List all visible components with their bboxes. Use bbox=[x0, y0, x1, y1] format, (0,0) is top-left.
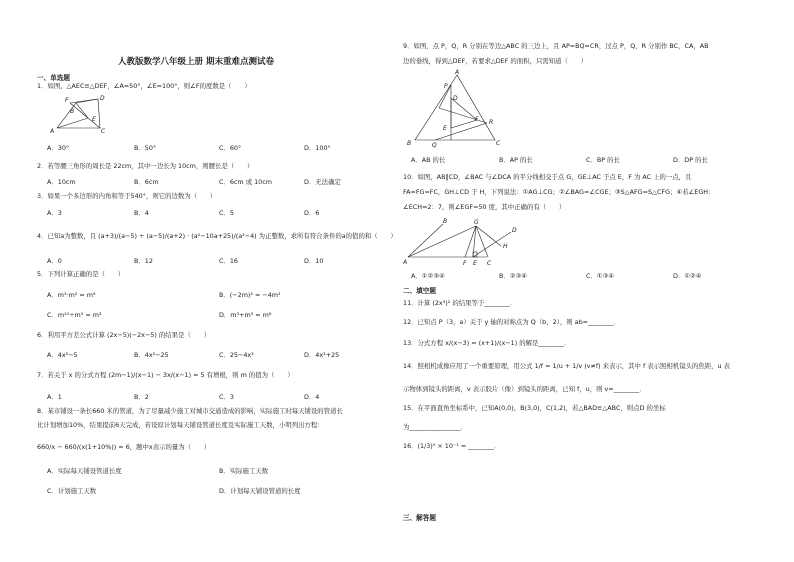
q1-label-D: D bbox=[100, 95, 105, 102]
question-8-line-1: 8．某市铺设一条长660 米的管道，为了尽量减少施工对城市交通造成的影响，实际施工时每天铺设的管道长 bbox=[37, 407, 343, 415]
question-9-line-2: 边的垂线，得到△DEF，若要求△DEF 的面积，只需知道（ ） bbox=[403, 57, 588, 65]
q5-option-b[interactable]: B．(−2m)² = −4m² bbox=[219, 291, 281, 299]
question-15-line-2[interactable]: 为________________． bbox=[403, 423, 467, 431]
q4-option-a[interactable]: A．0 bbox=[47, 257, 62, 265]
q9-label-Q: Q bbox=[432, 142, 437, 148]
question-9-line-1: 9．如图，点 P，Q，R 分别在等边△ABC 的三边上，且 AP=BQ=CR，过点 P，Q，R 分别作 BC，CA，AB bbox=[403, 42, 709, 50]
question-6-stem: 6．利用平方差公式计算 (2x−5)(−2x−5) 的结果是（ ） bbox=[37, 331, 211, 339]
q10-label-A: A bbox=[403, 259, 408, 266]
q8-option-a[interactable]: A．实际每天铺设管道长度 bbox=[47, 467, 122, 475]
q2-option-c[interactable]: C．6cm 或 10cm bbox=[219, 178, 272, 186]
q4-option-d[interactable]: D．10 bbox=[304, 257, 324, 265]
q8-option-b[interactable]: B．实际施工天数 bbox=[219, 467, 269, 475]
q10-option-b[interactable]: B．②③④ bbox=[499, 272, 527, 280]
q2-option-d[interactable]: D．无法确定 bbox=[304, 178, 341, 186]
q9-label-B: B bbox=[407, 140, 412, 147]
q2-option-a[interactable]: A．10cm bbox=[47, 178, 76, 186]
question-8-equation: 660/x − 660/(x(1+10%)) = 6，题中x表示的量为（ ） bbox=[37, 443, 211, 451]
question-11[interactable]: 11．计算 (2x³)² 的结果等于________． bbox=[403, 299, 517, 307]
q10-label-C: C bbox=[487, 260, 492, 266]
q6-option-b[interactable]: B．4x²−25 bbox=[134, 351, 169, 359]
q5-option-d[interactable]: D．m³+m³ = m⁶ bbox=[219, 311, 272, 319]
q8-option-d[interactable]: D．计划每天铺设管道的长度 bbox=[219, 487, 301, 495]
q1-option-c[interactable]: C．60° bbox=[219, 144, 242, 152]
question-1-figure bbox=[50, 94, 110, 134]
q1-option-a[interactable]: A．30° bbox=[47, 144, 70, 152]
q3-option-a[interactable]: A．3 bbox=[47, 209, 62, 217]
question-10-line-1: 10．如图，AB∥CD，∠BAC 与∠DCA 的平分线相交于点 G，GE⊥AC 于点 E，F 为 AC 上的一点，且 bbox=[403, 173, 692, 181]
q7-option-c[interactable]: C．3 bbox=[219, 393, 234, 401]
q6-option-d[interactable]: D．4x²+25 bbox=[304, 351, 340, 359]
q1-label-B: B bbox=[70, 108, 75, 115]
q9-option-a[interactable]: A．AB 的长 bbox=[411, 156, 446, 164]
question-16[interactable]: 16．(1/3)⁰ × 10⁻¹ = ________． bbox=[403, 442, 501, 450]
question-2-stem: 2．若等腰三角形的周长是 22cm，其中一边长为 10cm，则腰长是（ ） bbox=[37, 162, 254, 170]
q9-label-A: A bbox=[455, 69, 460, 76]
q7-option-b[interactable]: B．2 bbox=[134, 393, 149, 401]
q10-label-E: E bbox=[473, 260, 477, 266]
q4-option-c[interactable]: C．16 bbox=[219, 257, 238, 265]
q6-option-c[interactable]: C．25−4x² bbox=[219, 351, 254, 359]
question-13[interactable]: 13．分式方程 x/(x−3) = (x+1)/(x−1) 的解是________． bbox=[403, 339, 571, 347]
q2-option-b[interactable]: B．6cm bbox=[134, 178, 159, 186]
question-8-line-2: 比计划增加10%，结果提前6天完成，若设原计划每天铺设管道长度及实际施工天数，小明列出方程： bbox=[37, 421, 324, 429]
q1-label-F: F bbox=[65, 97, 69, 104]
q10-label-F: F bbox=[463, 260, 467, 266]
question-10-line-3: ∠ECH=2：7，则∠EGF=50 度，其中正确的有（ ） bbox=[403, 203, 566, 211]
question-1-stem: 1．如图，△AEC≌△DEF，∠A=50°，∠E=100°，则∠F的度数是（ ） bbox=[37, 82, 251, 90]
q3-option-c[interactable]: C．5 bbox=[219, 209, 234, 217]
question-15-line-1: 15．在平面直角坐标系中，已知A(0,0)，B(3,0)，C(1,2)，若△BAD≌△ABC，则点D 的坐标 bbox=[403, 404, 666, 412]
q10-option-d[interactable]: D．①②④ bbox=[673, 272, 702, 280]
q10-option-c[interactable]: C．①③④ bbox=[586, 272, 615, 280]
q10-label-B: B bbox=[443, 218, 448, 225]
section-heading-solutions: 三、解答题 bbox=[403, 514, 436, 522]
q1-label-C: C bbox=[101, 128, 106, 134]
q10-label-G: G bbox=[474, 219, 479, 226]
q6-option-a[interactable]: A．4x²−5 bbox=[47, 351, 78, 359]
q9-option-c[interactable]: C．BP 的长 bbox=[586, 156, 620, 164]
q9-label-E: E bbox=[443, 125, 447, 132]
question-5-stem: 5．下列计算正确的是（ ） bbox=[37, 270, 125, 278]
q9-label-F: F bbox=[475, 116, 479, 123]
q9-option-b[interactable]: B．AP 的长 bbox=[499, 156, 533, 164]
q9-label-P: P bbox=[444, 83, 448, 90]
q10-label-D: D bbox=[512, 227, 517, 234]
q1-option-d[interactable]: D．100° bbox=[304, 144, 331, 152]
q1-label-A: A bbox=[50, 128, 55, 134]
question-9-figure bbox=[405, 68, 505, 148]
question-14-line-2[interactable]: 示物体到镜头的距离，v 表示胶片（像）到镜头的距离，已知 f，u，则 v=________． bbox=[403, 385, 646, 393]
section-heading-single-choice: 一、单选题 bbox=[37, 74, 70, 82]
q9-label-C: C bbox=[496, 140, 501, 147]
q3-option-b[interactable]: B．4 bbox=[134, 209, 149, 217]
question-4-stem: 4．已知a为整数，且 (a+3)/(a−5) ÷ (a−5)/(a+2) · (a²−10a+25)/(a²−4) 为正整数，求所有符合条件的a的值的和（ ） bbox=[37, 232, 397, 240]
q3-option-d[interactable]: D．6 bbox=[304, 209, 320, 217]
q9-label-D: D bbox=[453, 95, 458, 102]
q1-label-E: E bbox=[92, 116, 96, 123]
question-10-line-2: FA=FG=FC，GH⊥CD 于 H，下列说法：①AG⊥CG；②∠BAG=∠CGE；③S△AFG=S△CFG；④若∠EGH： bbox=[403, 188, 715, 196]
question-3-stem: 3．如果一个多边形的内角和等于540°，则它的边数为（ ） bbox=[37, 192, 217, 200]
q10-label-H: H bbox=[503, 243, 508, 250]
q9-label-R: R bbox=[489, 119, 494, 126]
page-title: 人教版数学八年级上册 期末重难点测试卷 bbox=[118, 57, 274, 67]
q9-option-d[interactable]: D．DP 的长 bbox=[673, 156, 708, 164]
question-12[interactable]: 12．已知点 P（3，a）关于 y 轴的对称点为 Q（b，2），则 ab=________． bbox=[403, 318, 620, 326]
q8-option-c[interactable]: C．计划施工天数 bbox=[47, 487, 97, 495]
q5-option-c[interactable]: C．m¹⁰÷m⁵ = m² bbox=[47, 311, 102, 319]
q7-option-d[interactable]: D．4 bbox=[304, 393, 320, 401]
question-7-stem: 7．若关于 x 的分式方程 (2m−1)/(x−1) − 3x/(x−1) = 5 有增根，则 m 的值为（ ） bbox=[37, 371, 294, 379]
q5-option-a[interactable]: A．m³·m² = m⁶ bbox=[47, 291, 96, 299]
question-14-line-1: 14．照相机成像应用了一个重要原理，用公式 1/f = 1/u + 1/v (v≠f) 来表示，其中 f 表示照相机镜头的焦距，u 表 bbox=[403, 362, 731, 370]
q10-option-a[interactable]: A．①②③④ bbox=[411, 272, 445, 280]
section-heading-fill-in: 二、填空题 bbox=[403, 287, 436, 295]
q7-option-a[interactable]: A．1 bbox=[47, 393, 62, 401]
question-10-figure bbox=[403, 214, 521, 266]
q1-option-b[interactable]: B．50° bbox=[134, 144, 157, 152]
q4-option-b[interactable]: B．12 bbox=[134, 257, 153, 265]
